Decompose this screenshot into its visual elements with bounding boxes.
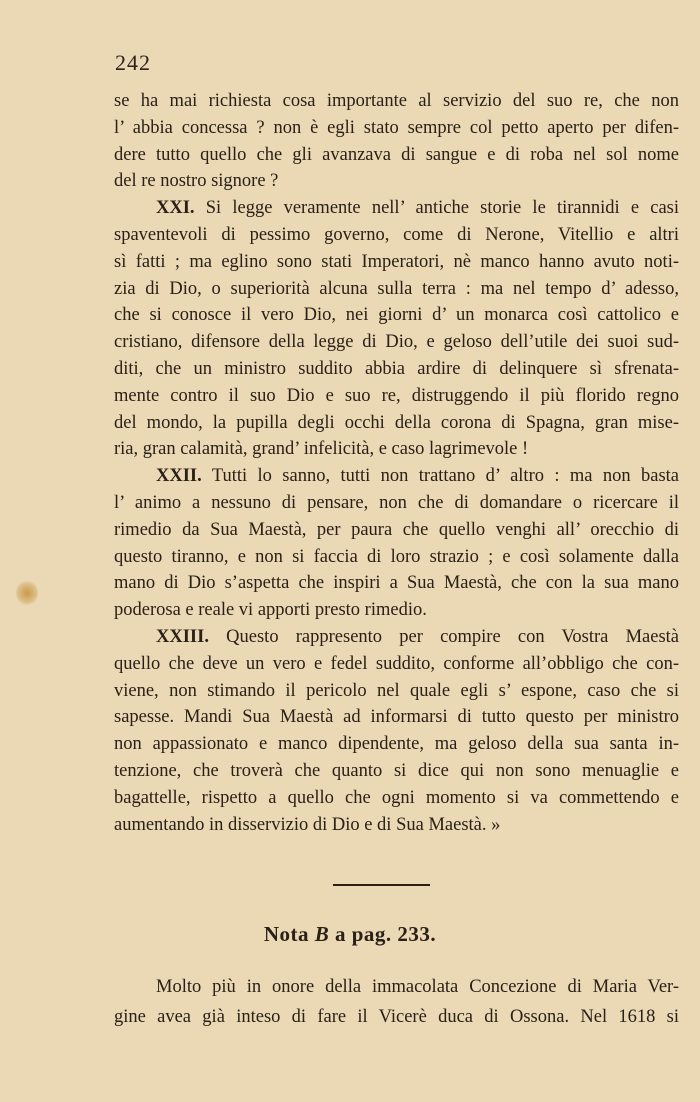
text-line-content: Tutti lo sanno, tutti non trattano d’ altro : ma non basta xyxy=(211,466,679,487)
text-line xyxy=(114,195,679,222)
text-line: diti, che un ministro suddito abbia ardire di delinquere sì sfrenata- xyxy=(114,358,679,379)
text-line: poderosa e reale vi apporti presto rimedio. xyxy=(114,600,427,621)
text-line: sapesse. Mandi Sua Maestà ad informarsi di tutto questo per ministro xyxy=(114,707,679,728)
text-line: spaventevoli di pessimo governo, come di Nerone, Vitellio e altri xyxy=(114,224,679,245)
section-number: XXIII. xyxy=(156,626,209,647)
paper-stain xyxy=(16,580,38,606)
text-line: mano di Dio s’aspetta che inspiri a Sua Maestà, che con la sua mano xyxy=(114,573,679,594)
text-line: Molto più in onore della immacolata Concezione di Maria Ver- xyxy=(156,977,679,997)
text-line-content: Si legge veramente nell’ antiche storie le tirannidi e casi xyxy=(205,198,679,219)
note-heading-label: Nota xyxy=(263,922,309,946)
text-line xyxy=(114,624,679,651)
text-line: quello che deve un vero e fedel suddito, conforme all’obbligo che con- xyxy=(114,653,679,674)
page-number: 242 xyxy=(115,50,151,75)
note-heading-letter: B xyxy=(314,922,330,946)
text-line: che si conosce il vero Dio, nei giorni d’ un monarca così cattolico e xyxy=(114,305,679,326)
text-line: tenzione, che troverà che quanto si dice qui non sono menuaglie e xyxy=(114,760,679,781)
note-text xyxy=(114,972,679,1032)
text-line: rimedio da Sua Maestà, per paura che quello venghi all’ orecchio di xyxy=(114,519,679,540)
note-heading-ref: a pag. 233. xyxy=(335,922,437,946)
text-line: questo tiranno, e non si faccia di loro strazio ; e così solamente dalla xyxy=(114,546,679,567)
section-divider xyxy=(333,884,430,886)
text-line-content: Questo rappresento per compire con Vostra Maestà xyxy=(226,626,679,647)
text-line: se ha mai richiesta cosa importante al servizio del suo re, che non xyxy=(114,91,679,111)
text-line: cristiano, difensore della legge di Dio, e geloso dell’utile dei suoi sud- xyxy=(114,332,679,353)
text-line: dere tutto quello che gli avanzava di sangue e di roba nel sol nome xyxy=(114,144,679,165)
text-line: gine avea già inteso di fare il Vicerè duca di Ossona. Nel 1618 si xyxy=(114,1007,679,1027)
section-number: XXII. xyxy=(156,466,202,487)
section-number: XXI. xyxy=(156,198,195,219)
text-line: ria, gran calamità, grand’ infelicità, e caso lagrimevole ! xyxy=(114,439,529,460)
text-line: viene, non stimando il pericolo nel quale egli s’ espone, caso che si xyxy=(114,680,679,701)
text-line: bagattelle, rispetto a quello che ogni momento si va commettendo e xyxy=(114,787,679,808)
text-line: l’ abbia concessa ? non è egli stato sempre col petto aperto per difen- xyxy=(114,117,679,138)
text-line: l’ animo a nessuno di pensare, non che di domandare o ricercare il xyxy=(114,492,679,513)
text-line: del re nostro signore ? xyxy=(114,171,279,192)
text-line: non appassionato e manco dipendente, ma geloso della sua santa in- xyxy=(114,734,679,755)
text-line xyxy=(114,463,679,490)
main-text xyxy=(114,88,679,838)
text-line: del mondo, la pupilla degli occhi della corona di Spagna, gran mise- xyxy=(114,412,679,433)
text-line: aumentando in disservizio di Dio e di Sua Maestà. » xyxy=(114,814,501,835)
note-heading xyxy=(0,922,700,947)
text-line: sì fatti ; ma eglino sono stati Imperatori, nè manco hanno avuto noti- xyxy=(114,251,679,272)
text-line: mente contro il suo Dio e suo re, distruggendo il più florido regno xyxy=(114,385,679,406)
text-line: zia di Dio, o superiorità alcuna sulla terra : ma nel tempo d’ adesso, xyxy=(114,278,679,299)
